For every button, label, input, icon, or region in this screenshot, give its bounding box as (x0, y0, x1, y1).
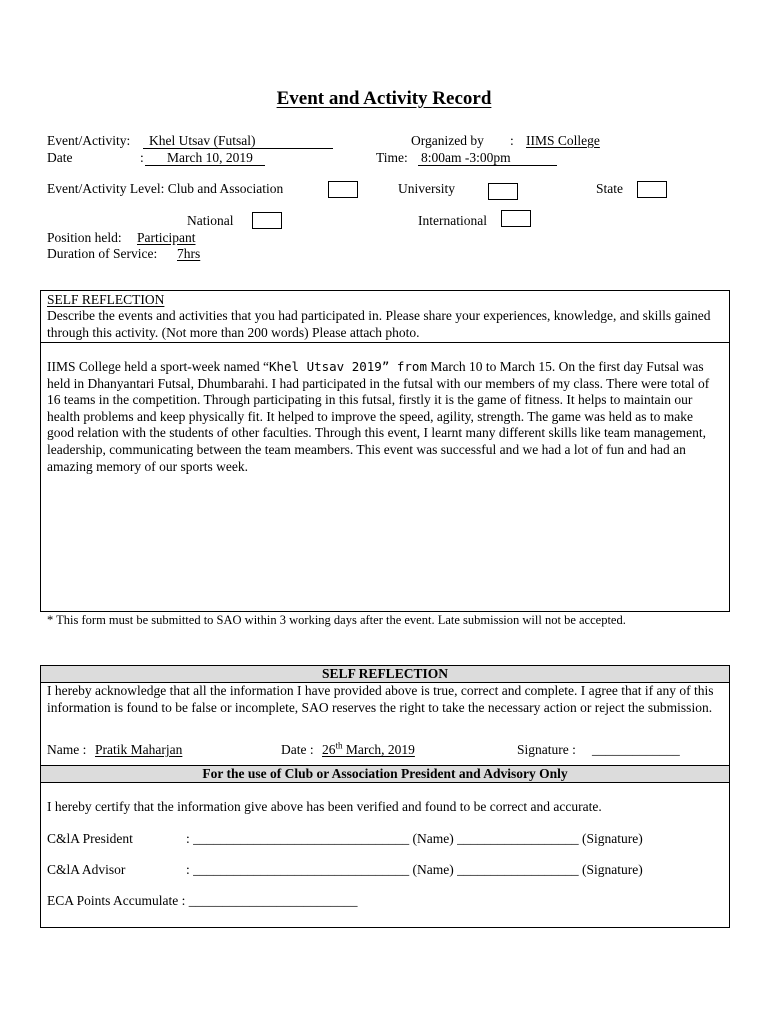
national-label: National (187, 213, 234, 228)
organized-value[interactable]: IIMS College (526, 133, 600, 148)
date-label: Date (47, 150, 73, 165)
university-label: University (398, 181, 455, 196)
declaration-header: SELF REFLECTION (41, 666, 729, 683)
national-checkbox[interactable] (252, 212, 282, 229)
reflection-instructions: Describe the events and activities that you had participated in. Please share your experiences, knowledge, and skills gained through this activity. (Not more than 200 words) Please attach photo. (47, 308, 711, 340)
event-label: Event/Activity: (47, 133, 131, 148)
advisor-label: C&lA Advisor (47, 862, 126, 877)
advisor-row[interactable]: : ________________________________ (Name) __________________ (Signature) (186, 862, 643, 877)
duration-label: Duration of Service: (47, 246, 158, 261)
date-value[interactable]: March 10, 2019 (145, 150, 265, 166)
position-label: Position held: (47, 230, 122, 245)
level-label: Event/Activity Level: Club and Association (47, 181, 284, 196)
declaration-text: I hereby acknowledge that all the information I have provided above is true, correct and complete. I agree that if any of this information is found to be false or incomplete, SAO reserves the right to take the necessary action or reject the submission. (47, 683, 714, 715)
state-label: State (596, 181, 623, 196)
organized-label: Organized by (411, 133, 484, 148)
reflection-divider (40, 342, 730, 343)
international-label: International (418, 213, 487, 228)
submission-note: * This form must be submitted to SAO within 3 working days after the event. Late submission will not be accepted. (47, 613, 626, 627)
position-value[interactable]: Participant (137, 230, 196, 245)
name-value[interactable]: Pratik Maharjan (95, 742, 183, 757)
university-checkbox[interactable] (488, 183, 518, 200)
reflection-header: SELF REFLECTION (47, 292, 165, 307)
points-row[interactable]: ECA Points Accumulate : _________________________ (47, 893, 358, 908)
international-checkbox[interactable] (501, 210, 531, 227)
signature-label: Signature : (517, 742, 576, 757)
certify-text: I hereby certify that the information give above has been verified and found to be correct and accurate. (47, 799, 602, 814)
organized-sep: : (510, 133, 514, 148)
time-value[interactable]: 8:00am -3:00pm (418, 150, 557, 166)
club-use-header: For the use of Club or Association President and Advisory Only (41, 766, 729, 783)
state-checkbox[interactable] (637, 181, 667, 198)
decl-date-label: Date : (281, 742, 314, 757)
reflection-body[interactable]: IIMS College held a sport-week named “Khel Utsav 2019” from March 10 to March 15. On the first day Futsal was held in Dhanyantari Futsal, Dhumbarahi. I had participated in the futsal with our members of my class. There were total of 16 teams in the competition. Through participating in this futsal, firstly it is the game of fitness. It helps to maintain our health problems and keep physically fit. It helped to improve the speed, agility, strength. The game was held as to make good relation with the students of other faculties. Through this event, I learnt many different skills like team management, leadership, communicating between the team meambers. This event was successful and we had a lot of fun and had an amazing memory of our sports week. (47, 359, 710, 474)
name-label: Name : (47, 742, 87, 757)
duration-value[interactable]: 7hrs (177, 246, 201, 261)
event-value[interactable]: Khel Utsav (Futsal) (143, 133, 333, 149)
decl-date-value[interactable]: 26th March, 2019 (322, 740, 415, 757)
president-row[interactable]: : ________________________________ (Name) __________________ (Signature) (186, 831, 643, 846)
date-sep: : (140, 150, 144, 165)
page-title: Event and Activity Record (276, 88, 492, 109)
signature-field[interactable]: _____________ (592, 742, 680, 757)
time-label: Time: (376, 150, 408, 165)
club-checkbox[interactable] (328, 181, 358, 198)
president-label: C&lA President (47, 831, 133, 846)
